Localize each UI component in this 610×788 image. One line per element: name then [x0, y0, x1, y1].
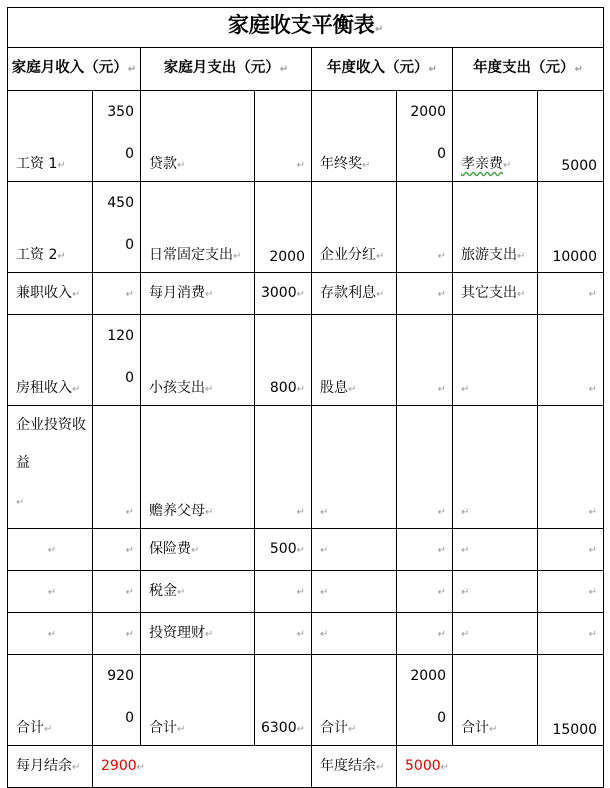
cell-value: 1200 [93, 315, 141, 406]
cell-value: ↵ [397, 613, 453, 655]
cell-label: 企业投资收益↵ [8, 406, 93, 529]
cell-label: ↵ [8, 613, 93, 655]
cell-label: 工资 2↵ [8, 182, 93, 273]
cell-value: ↵ [255, 91, 312, 182]
cell-value: ↵ [93, 529, 141, 571]
cell-label: 工资 1↵ [8, 91, 93, 182]
cell-value: 500↵ [255, 529, 312, 571]
header-monthly-income: 家庭月收入（元）↵ [8, 48, 141, 91]
table-row [8, 406, 604, 529]
cell-value: 3500 [93, 91, 141, 182]
cell-label: ↵ [453, 571, 538, 613]
cell-value: ↵ [538, 571, 604, 613]
cell-value: ↵ [397, 273, 453, 315]
table-row [8, 182, 604, 273]
header-annual-expense: 年度支出（元）↵ [453, 48, 604, 91]
cell-value: ↵ [93, 571, 141, 613]
annual-balance-label: 年度结余↵ [312, 746, 397, 788]
cell-label: 贷款↵ [141, 91, 255, 182]
cell-value: 3000↵ [255, 273, 312, 315]
header-annual-income: 年度收入（元）↵ [312, 48, 453, 91]
cell-label: ↵ [453, 315, 538, 406]
cell-value: ↵ [397, 315, 453, 406]
cell-value: ↵ [93, 273, 141, 315]
table-row [8, 91, 604, 182]
page-title: 家庭收支平衡表 [227, 13, 375, 37]
monthly-balance-value: 2900↵ [93, 746, 312, 788]
cell-label: 其它支出↵ [453, 273, 538, 315]
cell-value: ↵ [93, 613, 141, 655]
cell-value: ↵ [255, 613, 312, 655]
cell-label: 企业分红↵ [312, 182, 397, 273]
total-value: 6300↵ [255, 655, 312, 746]
cell-label: ↵ [312, 406, 397, 529]
cell-value: 10000 [538, 182, 604, 273]
cell-label: 旅游支出↵ [453, 182, 538, 273]
cell-label: 存款利息↵ [312, 273, 397, 315]
cell-label: 每月消费↵ [141, 273, 255, 315]
total-label: 合计↵ [8, 655, 93, 746]
cell-value: ↵ [93, 406, 141, 529]
monthly-balance-label: 每月结余↵ [8, 746, 93, 788]
cell-label: 孝亲费↵ [453, 91, 538, 182]
table-row [8, 613, 604, 655]
budget-table [7, 7, 604, 788]
cell-value: 800↵ [255, 315, 312, 406]
cell-label: 日常固定支出↵ [141, 182, 255, 273]
cell-value: ↵ [397, 571, 453, 613]
cell-label: 房租收入↵ [8, 315, 93, 406]
total-value: 20000 [397, 655, 453, 746]
cell-value: ↵ [397, 182, 453, 273]
cell-label: 兼职收入↵ [8, 273, 93, 315]
cell-label: ↵ [312, 613, 397, 655]
cell-value: ↵ [397, 406, 453, 529]
table-title: 家庭收支平衡表↵ [8, 8, 604, 48]
table-row [8, 273, 604, 315]
cell-value: 20000 [397, 91, 453, 182]
cell-value: ↵ [538, 613, 604, 655]
cell-value: ↵ [255, 571, 312, 613]
cell-label: 税金↵ [141, 571, 255, 613]
cell-label: 小孩支出↵ [141, 315, 255, 406]
balance-row [8, 746, 604, 788]
cell-label: 赡养父母↵ [141, 406, 255, 529]
table-row [8, 529, 604, 571]
total-value: 9200 [93, 655, 141, 746]
cell-value: ↵ [255, 406, 312, 529]
total-value: 15000 [538, 655, 604, 746]
cell-label: ↵ [453, 529, 538, 571]
table-row [8, 571, 604, 613]
cell-label: 股息↵ [312, 315, 397, 406]
cell-label: ↵ [8, 571, 93, 613]
cell-label: 保险费↵ [141, 529, 255, 571]
header-monthly-expense: 家庭月支出（元）↵ [141, 48, 312, 91]
table-row [8, 315, 604, 406]
cell-value: ↵ [538, 406, 604, 529]
cell-value: 5000 [538, 91, 604, 182]
cell-label: 年终奖↵ [312, 91, 397, 182]
cell-value: 2000 [255, 182, 312, 273]
total-label: 合计↵ [312, 655, 397, 746]
cell-label: ↵ [453, 613, 538, 655]
cell-label: ↵ [312, 529, 397, 571]
cell-label: ↵ [8, 529, 93, 571]
total-label: 合计↵ [453, 655, 538, 746]
cell-label: ↵ [312, 571, 397, 613]
annual-balance-value: 5000↵ [397, 746, 604, 788]
cell-value: ↵ [538, 315, 604, 406]
cell-value: 4500 [93, 182, 141, 273]
cell-value: ↵ [538, 273, 604, 315]
total-label: 合计↵ [141, 655, 255, 746]
cell-value: ↵ [538, 529, 604, 571]
cell-label: ↵ [453, 406, 538, 529]
cell-value: ↵ [397, 529, 453, 571]
cell-label: 投资理财↵ [141, 613, 255, 655]
